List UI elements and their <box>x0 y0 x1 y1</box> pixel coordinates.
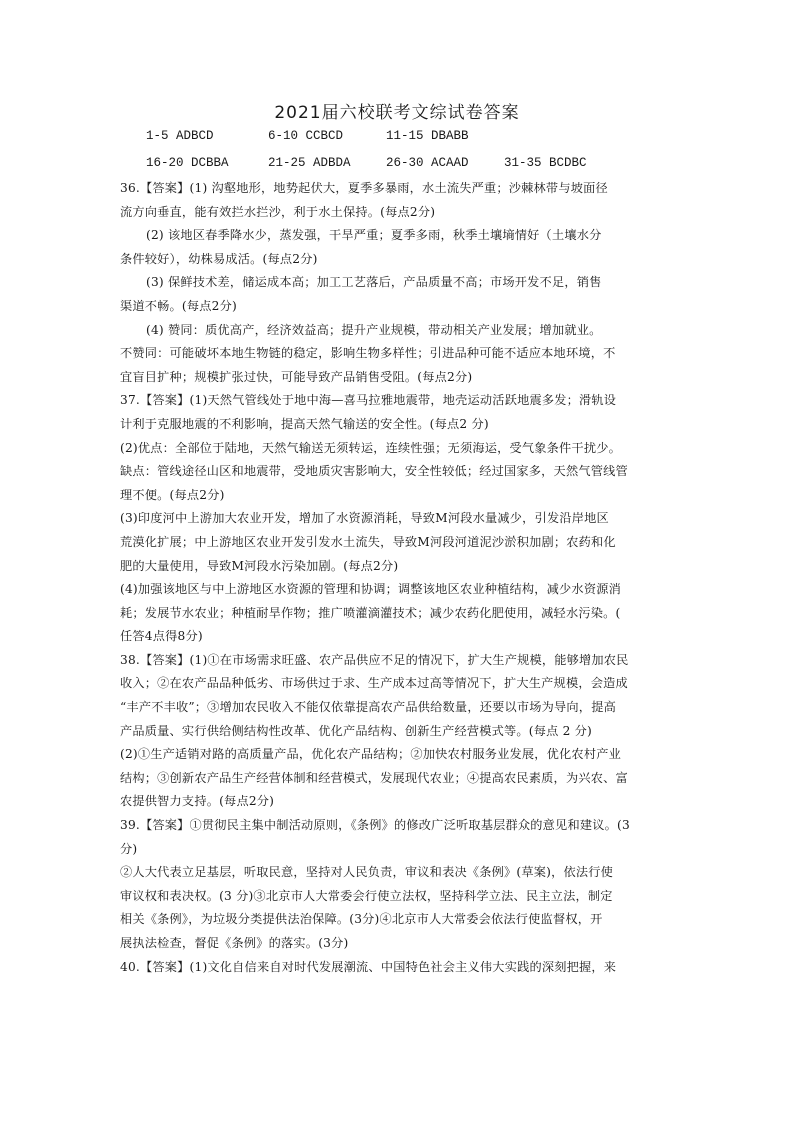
answer-line: 38.【答案】(1)①在市场需求旺盛、农产品供应不足的情况下，扩大生产规模，能够增加农民 <box>120 652 629 667</box>
answer-line: 流方向垂直，能有效拦水拦沙，利于水土保持。(每点2分) <box>120 204 436 219</box>
answer-line: 结构；③创新农产品生产经营体制和经营模式，发展现代农业；④提高农民素质，为兴农、富 <box>120 770 628 785</box>
answer-line: 相关《条例》，为垃圾分类提供法治保障。(3分)④北京市人大常委会依法行使监督权，开 <box>120 912 603 927</box>
mc-answer-group: 26-30 ACAAD <box>386 156 469 170</box>
mc-answer-group: 11-15 DBABB <box>386 129 469 143</box>
answer-line: 展执法检查，督促《条例》的落实。(3分) <box>120 936 349 950</box>
mc-answer-row-2 <box>146 156 746 176</box>
answer-line: 36.【答案】(1) 沟壑地形，地势起伏大，夏季多暴雨，水土流失严重；沙棘林带与坡面径 <box>120 181 608 195</box>
mc-answer-group: 31-35 BCDBC <box>504 156 587 170</box>
answer-line: ②人大代表立足基层，听取民意，坚持对人民负责，审议和表决《条例》(草案)，依法行使 <box>120 865 614 880</box>
answer-line: 任答4点得8分) <box>120 629 203 644</box>
answer-line: “丰产不丰收”；③增加农民收入不能仅依靠提高农产品供给数量，还要以市场为导向，提高 <box>120 700 616 715</box>
answer-line: 产品质量、实行供给侧结构性改革、优化产品结构、创新生产经营模式等。(每点 2 分) <box>120 723 592 738</box>
answer-line: 审议权和表决权。(3 分)③北京市人大常委会行使立法权，坚持科学立法、民主立法，制定 <box>120 888 613 903</box>
mc-answer-group: 21-25 ADBDA <box>268 156 351 170</box>
page-title: 2021届六校联考文综试卷答案 <box>274 103 520 123</box>
answer-line: 37.【答案】(1)天然气管线处于地中海—喜马拉雅地震带，地壳运动活跃地震多发；滑轨设 <box>120 393 617 408</box>
answer-line: (2) 该地区春季降水少，蒸发强，干旱严重；夏季多雨，秋季土壤墒情好（土壤水分 <box>146 228 602 243</box>
answer-line: 40.【答案】(1)文化自信来自对时代发展潮流、中国特色社会主义伟大实践的深刻把握，来 <box>120 959 617 974</box>
answer-line: 宜盲目扩种；规模扩张过快，可能导致产品销售受阻。(每点2分) <box>120 369 473 384</box>
answer-line: (4)加强该地区与中上游地区水资源的管理和协调；调整该地区农业种植结构，减少水资源消 <box>120 582 621 597</box>
answer-line: 不赞同：可能破坏本地生物链的稳定，影响生物多样性；引进品种可能不适应本地环境，不 <box>120 346 616 361</box>
mc-answer-row-1 <box>146 129 746 149</box>
answer-line: 条件较好），幼株易成活。(每点2分) <box>120 251 318 266</box>
answer-line: 缺点：管线途径山区和地震带，受地质灾害影响大，安全性较低；经过国家多，天然气管线管 <box>120 464 628 479</box>
answer-line: (4) 赞同：质优高产，经济效益高；提升产业规模，带动相关产业发展；增加就业。 <box>146 322 602 337</box>
answer-body <box>120 177 676 979</box>
answer-line: 农提供智力支持。(每点2分) <box>120 794 275 809</box>
answer-line: 收入；②在农产品品种低劣、市场供过于求、生产成本过高等情况下，扩大生产规模，会造成 <box>120 676 628 691</box>
answer-line: 肥的大量使用，导致M河段水污染加剧。(每点2分) <box>120 558 399 573</box>
answer-line: 渠道不畅。(每点2分) <box>120 298 237 313</box>
answer-line: 39.【答案】①贯彻民主集中制活动原则，《条例》的修改广泛听取基层群众的意见和建议。(3 <box>120 818 630 833</box>
answer-line: 计利于克服地震的不利影响，提高天然气输送的安全性。(每点2 分) <box>120 416 489 431</box>
answer-line: 分) <box>120 841 138 856</box>
answer-line: (3)印度河中上游加大农业开发，增加了水资源消耗，导致M河段水量减少，引发沿岸地区 <box>120 511 609 526</box>
answer-line: (2)①生产适销对路的高质量产品，优化农产品结构；②加快农村服务业发展，优化农村产业 <box>120 747 621 762</box>
mc-answer-group: 6-10 CCBCD <box>268 129 344 143</box>
mc-answer-group: 1-5 ADBCD <box>146 129 214 143</box>
answer-line: (3) 保鲜技术差，储运成本高；加工工艺落后，产品质量不高；市场开发不足，销售 <box>146 275 602 290</box>
answer-line: 理不便。(每点2分) <box>120 487 225 502</box>
answer-line: (2)优点：全部位于陆地，天然气输送无须转运，连续性强；无须海运，受气象条件干扰少。 <box>120 440 621 455</box>
answer-line: 荒漠化扩展；中上游地区农业开发引发水土流失，导致M河段河道泥沙淤积加剧；农药和化 <box>120 534 616 549</box>
mc-answer-group: 16-20 DCBBA <box>146 156 229 170</box>
answer-line: 耗；发展节水农业；种植耐旱作物；推广喷灌滴灌技术；减少农药化肥使用，减轻水污染。( <box>120 605 621 620</box>
